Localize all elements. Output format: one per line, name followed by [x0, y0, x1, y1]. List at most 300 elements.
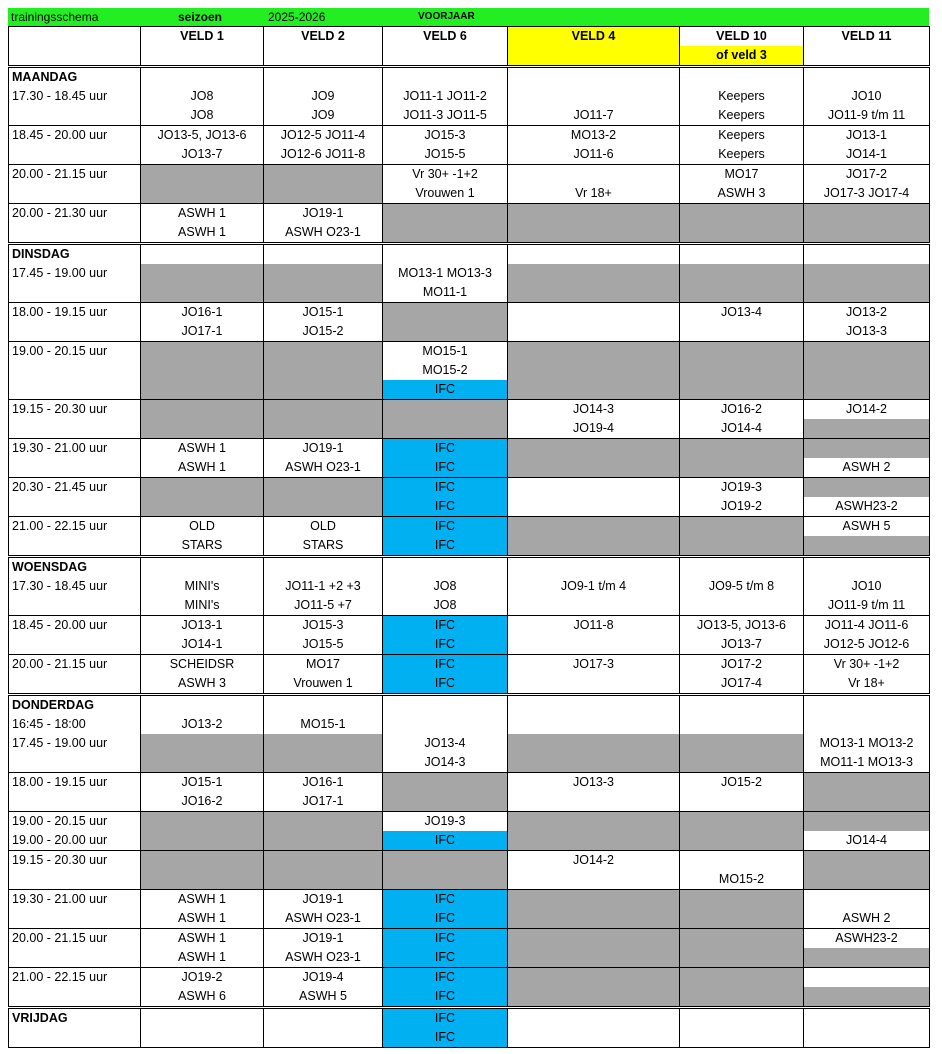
schedule-cell: ASWH 1: [141, 439, 264, 459]
schedule-cell: [804, 1008, 930, 1029]
schedule-cell: ASWH O23-1: [264, 909, 383, 929]
schedule-row: [9, 635, 930, 655]
unavailable-cell: [680, 439, 804, 459]
field-header: VELD 11: [804, 27, 930, 47]
time-slot: 18.00 - 19.15 uur: [9, 773, 141, 793]
schedule-cell: JO17-2: [804, 165, 930, 185]
ifc-cell: IFC: [383, 458, 508, 478]
schedule-cell: JO8: [141, 87, 264, 106]
schedule-cell: JO16-1: [264, 773, 383, 793]
unavailable-cell: [804, 380, 930, 400]
schedule-cell: JO19-2: [141, 968, 264, 988]
schedule-cell: [804, 244, 930, 265]
header-row: [9, 27, 930, 47]
schedule-cell: JO11-9 t/m 11: [804, 596, 930, 616]
schedule-cell: [804, 557, 930, 578]
schedule-cell: [264, 1028, 383, 1048]
unavailable-cell: [141, 283, 264, 303]
unavailable-cell: [804, 792, 930, 812]
schedule-cell: ASWH 1: [141, 458, 264, 478]
time-slot: 19.30 - 21.00 uur: [9, 439, 141, 459]
unavailable-cell: [804, 773, 930, 793]
time-slot: [9, 361, 141, 380]
unavailable-cell: [508, 361, 680, 380]
unavailable-cell: [680, 734, 804, 753]
schedule-cell: ASWH 1: [141, 909, 264, 929]
schedule-cell: ASWH 2: [804, 458, 930, 478]
unavailable-cell: [383, 223, 508, 244]
schedule-row: [9, 342, 930, 362]
unavailable-cell: [141, 734, 264, 753]
schedule-cell: JO17-3 JO17-4: [804, 184, 930, 204]
schedule-cell: JO13-1: [141, 616, 264, 636]
schedule-row: [9, 497, 930, 517]
unavailable-cell: [804, 478, 930, 498]
field-header: VELD 2: [264, 27, 383, 47]
unavailable-cell: [508, 536, 680, 557]
schedule-cell: JO14-3: [383, 753, 508, 773]
schedule-row: [9, 948, 930, 968]
schedule-cell: JO13-5, JO13-6: [141, 126, 264, 146]
unavailable-cell: [508, 264, 680, 283]
unavailable-cell: [508, 890, 680, 910]
schedule-cell: [804, 695, 930, 716]
time-slot: [9, 870, 141, 890]
time-slot: 18.45 - 20.00 uur: [9, 126, 141, 146]
field-subheader: [9, 46, 141, 67]
unavailable-cell: [804, 361, 930, 380]
time-slot: 19.15 - 20.30 uur: [9, 851, 141, 871]
ifc-cell: IFC: [383, 1028, 508, 1048]
schedule-cell: ASWH O23-1: [264, 223, 383, 244]
schedule-cell: [680, 1028, 804, 1048]
unavailable-cell: [264, 342, 383, 362]
unavailable-cell: [508, 517, 680, 537]
ifc-cell: IFC: [383, 616, 508, 636]
unavailable-cell: [680, 264, 804, 283]
day-label: MAANDAG: [9, 67, 141, 88]
ifc-cell: IFC: [383, 987, 508, 1008]
unavailable-cell: [680, 517, 804, 537]
unavailable-cell: [383, 303, 508, 323]
time-slot: [9, 948, 141, 968]
schedule-cell: [680, 244, 804, 265]
unavailable-cell: [804, 987, 930, 1008]
schedule-cell: JO14-3: [508, 400, 680, 420]
schedule-row: [9, 87, 930, 106]
schedule-cell: [508, 87, 680, 106]
unavailable-cell: [264, 283, 383, 303]
schedule-cell: Vr 18+: [804, 674, 930, 695]
schedule-cell: JO12-5 JO11-4: [264, 126, 383, 146]
schedule-cell: [264, 695, 383, 716]
unavailable-cell: [264, 851, 383, 871]
unavailable-cell: [141, 264, 264, 283]
schedule-row: [9, 577, 930, 596]
schedule-cell: JO13-4: [680, 303, 804, 323]
unavailable-cell: [508, 987, 680, 1008]
unavailable-cell: [508, 909, 680, 929]
schedule-cell: Vr 18+: [508, 184, 680, 204]
schedule-row: [9, 283, 930, 303]
schedule-title: trainingsschema: [11, 10, 99, 24]
ifc-cell: IFC: [383, 909, 508, 929]
unavailable-cell: [141, 851, 264, 871]
schedule-cell: [804, 67, 930, 88]
time-slot: [9, 184, 141, 204]
schedule-cell: [680, 322, 804, 342]
field-header: VELD 4: [508, 27, 680, 47]
unavailable-cell: [264, 870, 383, 890]
unavailable-cell: [680, 536, 804, 557]
schedule-cell: JO15-2: [264, 322, 383, 342]
schedule-cell: MO15-2: [680, 870, 804, 890]
schedule-row: [9, 812, 930, 832]
unavailable-cell: [264, 419, 383, 439]
schedule-cell: JO11-6: [508, 145, 680, 165]
time-slot: [9, 674, 141, 695]
schedule-cell: JO9-5 t/m 8: [680, 577, 804, 596]
ifc-cell: IFC: [383, 831, 508, 851]
schedule-cell: STARS: [264, 536, 383, 557]
schedule-cell: OLD: [264, 517, 383, 537]
unavailable-cell: [264, 831, 383, 851]
schedule-row: [9, 831, 930, 851]
unavailable-cell: [383, 773, 508, 793]
schedule-cell: JO16-2: [141, 792, 264, 812]
unavailable-cell: [141, 478, 264, 498]
schedule-cell: MO11-1: [383, 283, 508, 303]
schedule-cell: [141, 67, 264, 88]
title-bar: [8, 8, 929, 26]
unavailable-cell: [680, 968, 804, 988]
unavailable-cell: [804, 439, 930, 459]
schedule-cell: JO13-7: [680, 635, 804, 655]
time-slot: 18.00 - 19.15 uur: [9, 303, 141, 323]
schedule-cell: [141, 244, 264, 265]
ifc-cell: IFC: [383, 674, 508, 695]
schedule-cell: JO11-8: [508, 616, 680, 636]
schedule-cell: MINI's: [141, 596, 264, 616]
schedule-cell: JO17-1: [264, 792, 383, 812]
schedule-cell: [508, 67, 680, 88]
field-subheader: of veld 3: [680, 46, 804, 67]
schedule-row: [9, 715, 930, 734]
time-slot: 19.00 - 20.00 uur: [9, 831, 141, 851]
schedule-cell: JO11-5 +7: [264, 596, 383, 616]
unavailable-cell: [680, 987, 804, 1008]
schedule-cell: JO11-4 JO11-6: [804, 616, 930, 636]
schedule-cell: MO17: [680, 165, 804, 185]
unavailable-cell: [264, 734, 383, 753]
schedule-cell: [383, 557, 508, 578]
schedule-cell: ASWH 1: [141, 929, 264, 949]
schedule-cell: JO10: [804, 577, 930, 596]
schedule-cell: JO12-5 JO12-6: [804, 635, 930, 655]
schedule-cell: [508, 497, 680, 517]
ifc-cell: IFC: [383, 948, 508, 968]
schedule-cell: JO16-2: [680, 400, 804, 420]
schedule-row: [9, 1028, 930, 1048]
time-slot: 21.00 - 22.15 uur: [9, 517, 141, 537]
schedule-cell: ASWH 1: [141, 948, 264, 968]
ifc-cell: IFC: [383, 929, 508, 949]
schedule-cell: MO15-1: [383, 342, 508, 362]
time-slot: 20.00 - 21.30 uur: [9, 204, 141, 224]
ifc-cell: IFC: [383, 890, 508, 910]
schedule-cell: [508, 792, 680, 812]
schedule-row: [9, 223, 930, 244]
unavailable-cell: [264, 400, 383, 420]
unavailable-cell: [804, 264, 930, 283]
schedule-cell: JO13-4: [383, 734, 508, 753]
schedule-cell: JO13-3: [804, 322, 930, 342]
time-slot: 16:45 - 18:00: [9, 715, 141, 734]
schedule-row: [9, 303, 930, 323]
unavailable-cell: [680, 948, 804, 968]
schedule-cell: Vrouwen 1: [383, 184, 508, 204]
schedule-cell: Vr 30+ -1+2: [383, 165, 508, 185]
time-slot: 19.00 - 20.15 uur: [9, 812, 141, 832]
schedule-cell: [804, 890, 930, 910]
schedule-cell: ASWH23-2: [804, 929, 930, 949]
schedule-row: [9, 517, 930, 537]
schedule-cell: JO16-1: [141, 303, 264, 323]
ifc-cell: IFC: [383, 380, 508, 400]
ifc-cell: IFC: [383, 497, 508, 517]
unavailable-cell: [383, 870, 508, 890]
ifc-cell: IFC: [383, 655, 508, 675]
unavailable-cell: [680, 812, 804, 832]
schedule-row: [9, 264, 930, 283]
unavailable-cell: [680, 458, 804, 478]
unavailable-cell: [508, 458, 680, 478]
season-label: seizoen: [178, 10, 223, 24]
unavailable-cell: [508, 734, 680, 753]
schedule-cell: [383, 715, 508, 734]
schedule-row: [9, 870, 930, 890]
schedule-cell: JO14-1: [804, 145, 930, 165]
time-slot: [9, 223, 141, 244]
schedule-cell: [804, 715, 930, 734]
schedule-cell: [383, 244, 508, 265]
schedule-cell: [508, 244, 680, 265]
schedule-row: [9, 792, 930, 812]
schedule-cell: JO14-1: [141, 635, 264, 655]
schedule-cell: JO19-1: [264, 929, 383, 949]
schedule-cell: [508, 557, 680, 578]
unavailable-cell: [508, 929, 680, 949]
schedule-cell: ASWH 1: [141, 890, 264, 910]
ifc-cell: IFC: [383, 635, 508, 655]
unavailable-cell: [141, 812, 264, 832]
schedule-cell: MO17: [264, 655, 383, 675]
field-subheader: [141, 46, 264, 67]
unavailable-cell: [264, 497, 383, 517]
schedule-body: [9, 27, 930, 1048]
schedule-cell: ASWH O23-1: [264, 458, 383, 478]
schedule-cell: [508, 635, 680, 655]
unavailable-cell: [508, 753, 680, 773]
unavailable-cell: [680, 890, 804, 910]
schedule-cell: JO15-1: [141, 773, 264, 793]
schedule-cell: ASWH 3: [680, 184, 804, 204]
unavailable-cell: [383, 851, 508, 871]
unavailable-cell: [141, 342, 264, 362]
unavailable-cell: [508, 283, 680, 303]
schedule-cell: MO15-1: [264, 715, 383, 734]
schedule-row: [9, 322, 930, 342]
schedule-cell: [680, 792, 804, 812]
unavailable-cell: [804, 419, 930, 439]
time-slot: [9, 497, 141, 517]
unavailable-cell: [804, 536, 930, 557]
schedule-cell: JO17-3: [508, 655, 680, 675]
schedule-cell: SCHEIDSR: [141, 655, 264, 675]
unavailable-cell: [804, 851, 930, 871]
unavailable-cell: [680, 909, 804, 929]
time-slot: 17.30 - 18.45 uur: [9, 87, 141, 106]
schedule-cell: [508, 596, 680, 616]
schedule-row: [9, 126, 930, 146]
schedule-cell: STARS: [141, 536, 264, 557]
schedule-row: [9, 773, 930, 793]
schedule-cell: JO11-7: [508, 106, 680, 126]
schedule-cell: JO8: [383, 577, 508, 596]
unavailable-cell: [141, 419, 264, 439]
field-header: VELD 1: [141, 27, 264, 47]
unavailable-cell: [804, 204, 930, 224]
schedule-cell: JO12-6 JO11-8: [264, 145, 383, 165]
unavailable-cell: [680, 753, 804, 773]
schedule-row: [9, 380, 930, 400]
unavailable-cell: [383, 204, 508, 224]
unavailable-cell: [264, 361, 383, 380]
unavailable-cell: [264, 380, 383, 400]
schedule-cell: ASWH 3: [141, 674, 264, 695]
schedule-row: [9, 400, 930, 420]
schedule-cell: JO13-7: [141, 145, 264, 165]
time-slot: [9, 1028, 141, 1048]
schedule-cell: JO13-1: [804, 126, 930, 146]
schedule-row: [9, 987, 930, 1008]
schedule-cell: Vr 30+ -1+2: [804, 655, 930, 675]
schedule-cell: JO8: [141, 106, 264, 126]
schedule-row: [9, 890, 930, 910]
unavailable-cell: [508, 439, 680, 459]
unavailable-cell: [264, 753, 383, 773]
unavailable-cell: [804, 283, 930, 303]
schedule-cell: [508, 1028, 680, 1048]
schedule-cell: JO9: [264, 87, 383, 106]
time-slot: 19.15 - 20.30 uur: [9, 400, 141, 420]
schedule-cell: [508, 165, 680, 185]
schedule-row: [9, 145, 930, 165]
training-schedule-table: [8, 26, 930, 1048]
schedule-cell: [383, 67, 508, 88]
schedule-cell: JO19-3: [680, 478, 804, 498]
schedule-row: [9, 909, 930, 929]
schedule-cell: Keepers: [680, 126, 804, 146]
schedule-cell: ASWH 6: [141, 987, 264, 1008]
schedule-cell: JO19-1: [264, 439, 383, 459]
field-subheader: [508, 46, 680, 67]
unavailable-cell: [141, 400, 264, 420]
schedule-cell: [264, 557, 383, 578]
field-subheader: [804, 46, 930, 67]
time-slot: 20.00 - 21.15 uur: [9, 655, 141, 675]
schedule-cell: MO13-1 MO13-3: [383, 264, 508, 283]
unavailable-cell: [804, 948, 930, 968]
schedule-cell: [508, 322, 680, 342]
header-corner: [9, 27, 141, 47]
schedule-cell: [383, 695, 508, 716]
schedule-cell: [680, 557, 804, 578]
day-label: WOENSDAG: [9, 557, 141, 578]
time-slot: [9, 536, 141, 557]
schedule-cell: [680, 695, 804, 716]
schedule-cell: [141, 1008, 264, 1029]
unavailable-cell: [680, 929, 804, 949]
schedule-cell: JO9: [264, 106, 383, 126]
unavailable-cell: [264, 812, 383, 832]
schedule-cell: MO13-2: [508, 126, 680, 146]
schedule-cell: [680, 715, 804, 734]
schedule-cell: [680, 1008, 804, 1029]
schedule-cell: JO11-1 JO11-2: [383, 87, 508, 106]
schedule-cell: ASWH23-2: [804, 497, 930, 517]
schedule-cell: JO19-2: [680, 497, 804, 517]
ifc-cell: IFC: [383, 517, 508, 537]
schedule-cell: MO15-2: [383, 361, 508, 380]
ifc-cell: IFC: [383, 968, 508, 988]
day-label: VRIJDAG: [9, 1008, 141, 1029]
time-slot: 17.45 - 19.00 uur: [9, 264, 141, 283]
schedule-cell: JO15-3: [264, 616, 383, 636]
schedule-row: [9, 734, 930, 753]
schedule-row: [9, 458, 930, 478]
unavailable-cell: [680, 361, 804, 380]
schedule-row: [9, 695, 930, 716]
unavailable-cell: [680, 380, 804, 400]
field-header: VELD 6: [383, 27, 508, 47]
unavailable-cell: [141, 497, 264, 517]
schedule-cell: JO10: [804, 87, 930, 106]
schedule-cell: JO13-3: [508, 773, 680, 793]
schedule-row: [9, 204, 930, 224]
time-slot: 17.45 - 19.00 uur: [9, 734, 141, 753]
unavailable-cell: [264, 478, 383, 498]
time-slot: [9, 283, 141, 303]
schedule-cell: MINI's: [141, 577, 264, 596]
schedule-row: [9, 536, 930, 557]
schedule-cell: Keepers: [680, 106, 804, 126]
schedule-cell: JO19-4: [264, 968, 383, 988]
schedule-cell: OLD: [141, 517, 264, 537]
unavailable-cell: [383, 400, 508, 420]
schedule-cell: JO15-2: [680, 773, 804, 793]
schedule-cell: [508, 695, 680, 716]
unavailable-cell: [508, 380, 680, 400]
schedule-cell: MO13-1 MO13-2: [804, 734, 930, 753]
schedule-cell: JO17-4: [680, 674, 804, 695]
time-slot: 18.45 - 20.00 uur: [9, 616, 141, 636]
schedule-cell: [804, 1028, 930, 1048]
schedule-cell: [264, 244, 383, 265]
schedule-row: [9, 968, 930, 988]
schedule-cell: [508, 303, 680, 323]
schedule-cell: ASWH 5: [264, 987, 383, 1008]
